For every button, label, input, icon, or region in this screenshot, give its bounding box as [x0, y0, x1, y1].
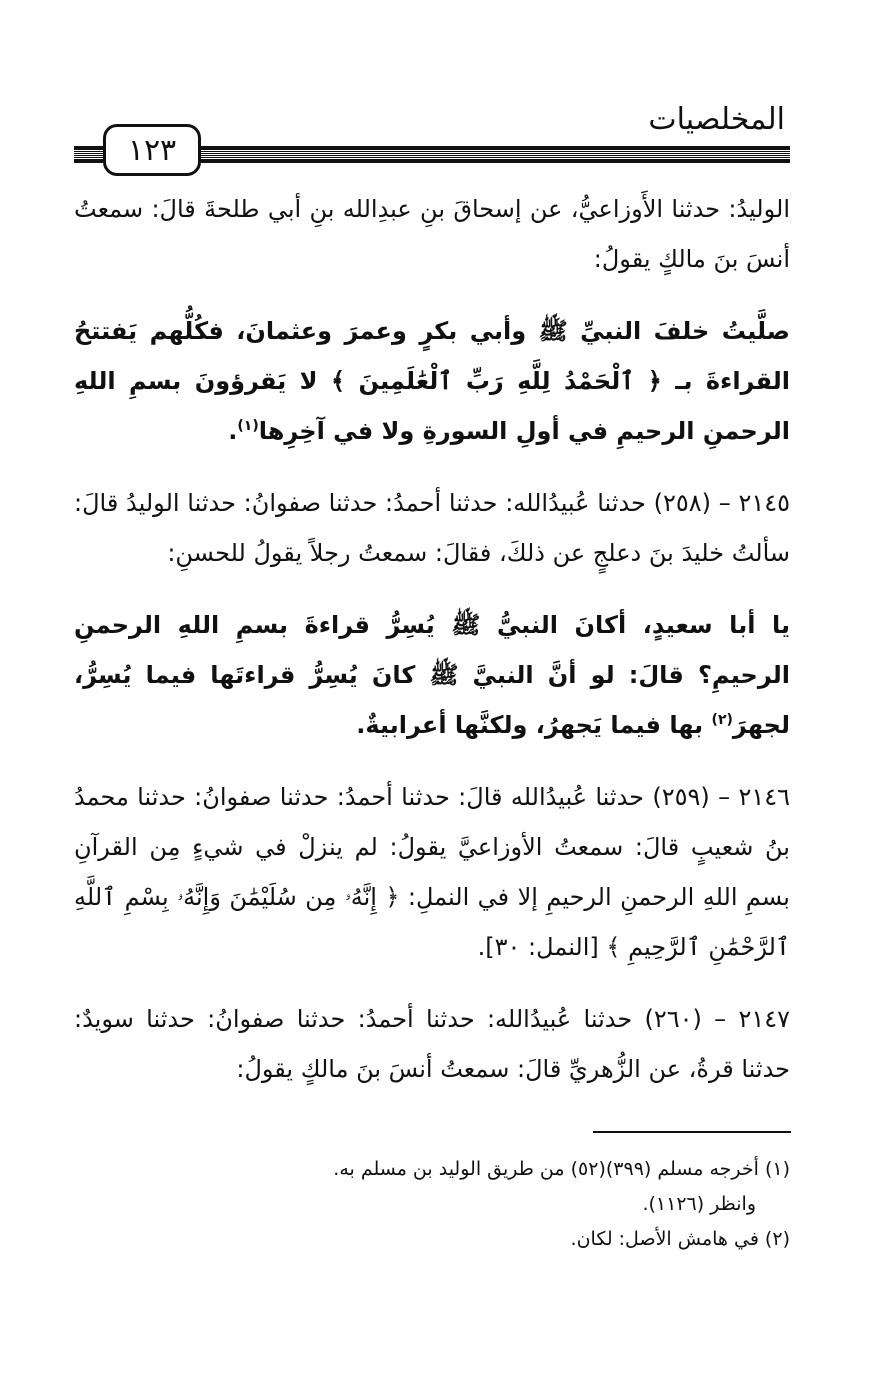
main-text [74, 184, 790, 1116]
footnote-2: (٢) في هامش الأصل: لكان. [570, 1228, 790, 1250]
footnotes [74, 1152, 790, 1257]
page-number: ١٢٣ [103, 124, 201, 176]
footnote-ref-2: (٢) [711, 712, 733, 728]
paragraph-hadith-text-2 [74, 600, 790, 750]
hadith-text-cont: بها فيما يَجهرُ، ولكنَّها أعرابيةٌ. [356, 711, 712, 739]
hadith-text: صلَّيتُ خلفَ النبيِّ ﷺ وأبي بكرٍ وعمرَ وعثمانَ، فكُلُّهم يَفتتحُ القراءةَ بـ ﴿ ٱلْحَمْدُ لِلَّهِ رَبِّ ٱلْعَٰلَمِينَ ﴾ لا يَقرؤونَ بسمِ اللهِ الرحمنِ الرحيمِ في أولِ السورةِ ولا في آخِرِها [74, 317, 790, 445]
running-head-title: المخلصيات [648, 102, 785, 137]
footnote-1: (١) أخرجه مسلم (٣٩٩)(٥٢) من طريق الوليد بن مسلم به. [333, 1158, 790, 1180]
footnote-ref-1: (١) [237, 418, 259, 434]
paragraph-hadith-text-1 [74, 306, 790, 456]
paragraph-hadith-2145: ٢١٤٥ – (٢٥٨) حدثنا عُبيدُالله: حدثنا أحمدُ: حدثنا صفوانُ: حدثنا الوليدُ قالَ: سألتُ خليدَ بنَ دعلجٍ عن ذلكَ، فقالَ: سمعتُ رجلاً يقولُ للحسنِ: [74, 489, 790, 567]
paragraph-hadith-2147: ٢١٤٧ – (٢٦٠) حدثنا عُبيدُالله: حدثنا أحمدُ: حدثنا صفوانُ: حدثنا سويدٌ: حدثنا قرةُ، عن الزُّهريِّ قالَ: سمعتُ أنسَ بنَ مالكٍ يقولُ: [74, 1005, 790, 1083]
footnote-separator [593, 1131, 791, 1133]
footnote-1-continued: وانظر (١١٢٦). [642, 1193, 756, 1215]
paragraph-isnad-continued: الوليدُ: حدثنا الأَوزاعيُّ، عن إسحاقَ بنِ عبدِالله بنِ أبي طلحةَ قالَ: سمعتُ أنسَ بنَ مالكٍ يقولُ: [74, 195, 790, 273]
paragraph-hadith-2146: ٢١٤٦ – (٢٥٩) حدثنا عُبيدُالله قالَ: حدثنا أحمدُ: حدثنا صفوانُ: حدثنا محمدُ بنُ شعيبٍ قالَ: سمعتُ الأوزاعيَّ يقولُ: لم ينزلْ في شيءٍ مِن القرآنِ بسمِ اللهِ الرحمنِ الرحيمِ إلا في النملِ: ﴿ إِنَّهُۥ مِن سُلَيْمَٰنَ وَإِنَّهُۥ بِسْمِ ٱللَّهِ ٱلرَّحْمَٰنِ ٱلرَّحِيمِ ﴾ [النمل: ٣٠]. [74, 783, 790, 961]
sentence-end: . [228, 417, 238, 445]
hadith-text: يا أبا سعيدٍ، أكانَ النبيُّ ﷺ يُسِرُّ قراءةَ بسمِ اللهِ الرحمنِ الرحيمِ؟ قالَ: لو أنَّ النبيَّ ﷺ كانَ يُسِرُّ قراءتَها فيما يُسِرُّ، لجهرَ [74, 611, 790, 739]
